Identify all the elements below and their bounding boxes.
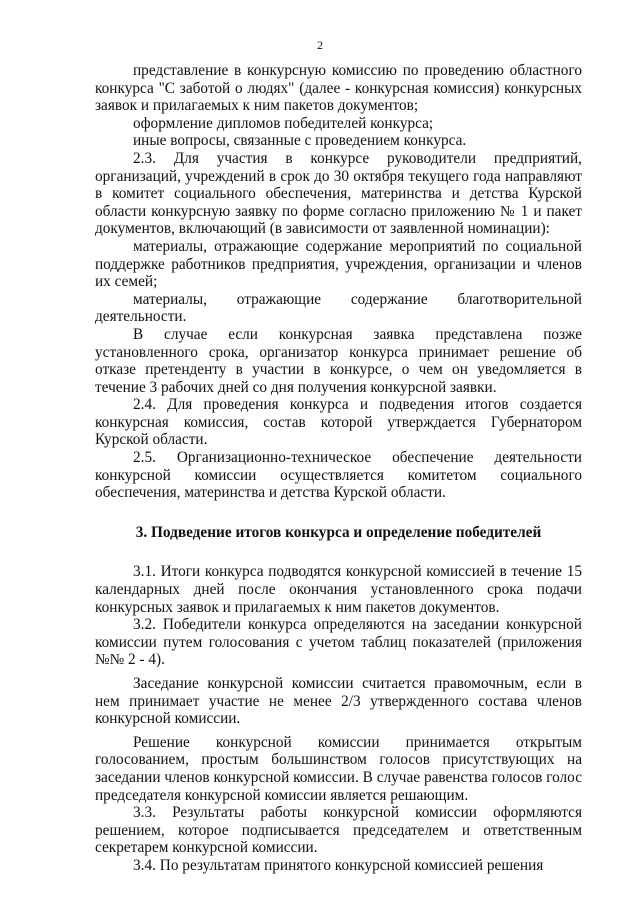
paragraph: 2.5. Организационно-техническое обеспечение деятельности конкурсной комиссии осуществляется комитетом социального обеспечения, материнства и детства Курской области. bbox=[95, 449, 582, 502]
page-number: 2 bbox=[317, 38, 323, 52]
paragraph: 3.3. Результаты работы конкурсной комиссии оформляются решением, которое подписывается председателем и ответственным секретарем конкурсной комиссии. bbox=[95, 804, 582, 857]
section-heading: 3. Подведение итогов конкурса и определение победителей bbox=[135, 523, 542, 541]
paragraph: 2.4. Для проведения конкурса и подведения итогов создается конкурсная комиссия, состав которой утверждается Губернатором Курской области. bbox=[95, 396, 582, 449]
paragraph: 3.2. Победители конкурса определяются на заседании конкурсной комиссии путем голосования с учетом таблиц показателей (приложения №№ 2 - 4). bbox=[95, 616, 582, 669]
paragraph: оформление дипломов победителей конкурса; bbox=[133, 114, 434, 132]
paragraph: 3.4. По результатам принятого конкурсной комиссией решения bbox=[133, 856, 544, 874]
paragraph: 3.1. Итоги конкурса подводятся конкурсной комиссией в течение 15 календарных дней после окончания установленного срока подачи конкурсных заявок и прилагаемых к ним пакетов документов. bbox=[95, 563, 582, 616]
paragraph: Заседание конкурсной комиссии считается правомочным, если в нем принимает участие не менее 2/3 утвержденного состава членов конкурсной комиссии. bbox=[95, 675, 582, 728]
paragraph: 2.3. Для участия в конкурсе руководители предприятий, организаций, учреждений в срок до 30 октября текущего года направляют в комитет социального обеспечения, материнства и детства Курской области конкурсную заявку по форме согласно приложению № 1 и пакет документов, включающий (в зависимости от заявленной номинации): bbox=[95, 149, 582, 238]
paragraph: материалы, отражающие содержание благотворительной деятельности. bbox=[95, 290, 582, 326]
paragraph: В случае если конкурсная заявка представлена позже установленного срока, организатор конкурса принимает решение об отказе претенденту в участии в конкурсе, о чем он уведомляется в течение 3 рабочих дней со дня получения конкурсной заявки. bbox=[95, 325, 582, 396]
paragraph: представление в конкурсную комиссию по проведению областного конкурса "С заботой о людях" (далее - конкурсная комиссия) конкурсных заявок и прилагаемых к ним пакетов документов; bbox=[95, 62, 582, 115]
document-body bbox=[95, 62, 582, 875]
paragraph: материалы, отражающие содержание мероприятий по социальной поддержке работников предприятия, учреждения, организации и членов их семей; bbox=[95, 237, 582, 291]
paragraph: иные вопросы, связанные с проведением конкурса. bbox=[133, 132, 467, 150]
paragraph: Решение конкурсной комиссии принимается открытым голосованием, простым большинством голосов присутствующих на заседании членов конкурсной комиссии. В случае равенства голосов голос председателя конкурсной комиссии является решающим. bbox=[95, 733, 582, 804]
